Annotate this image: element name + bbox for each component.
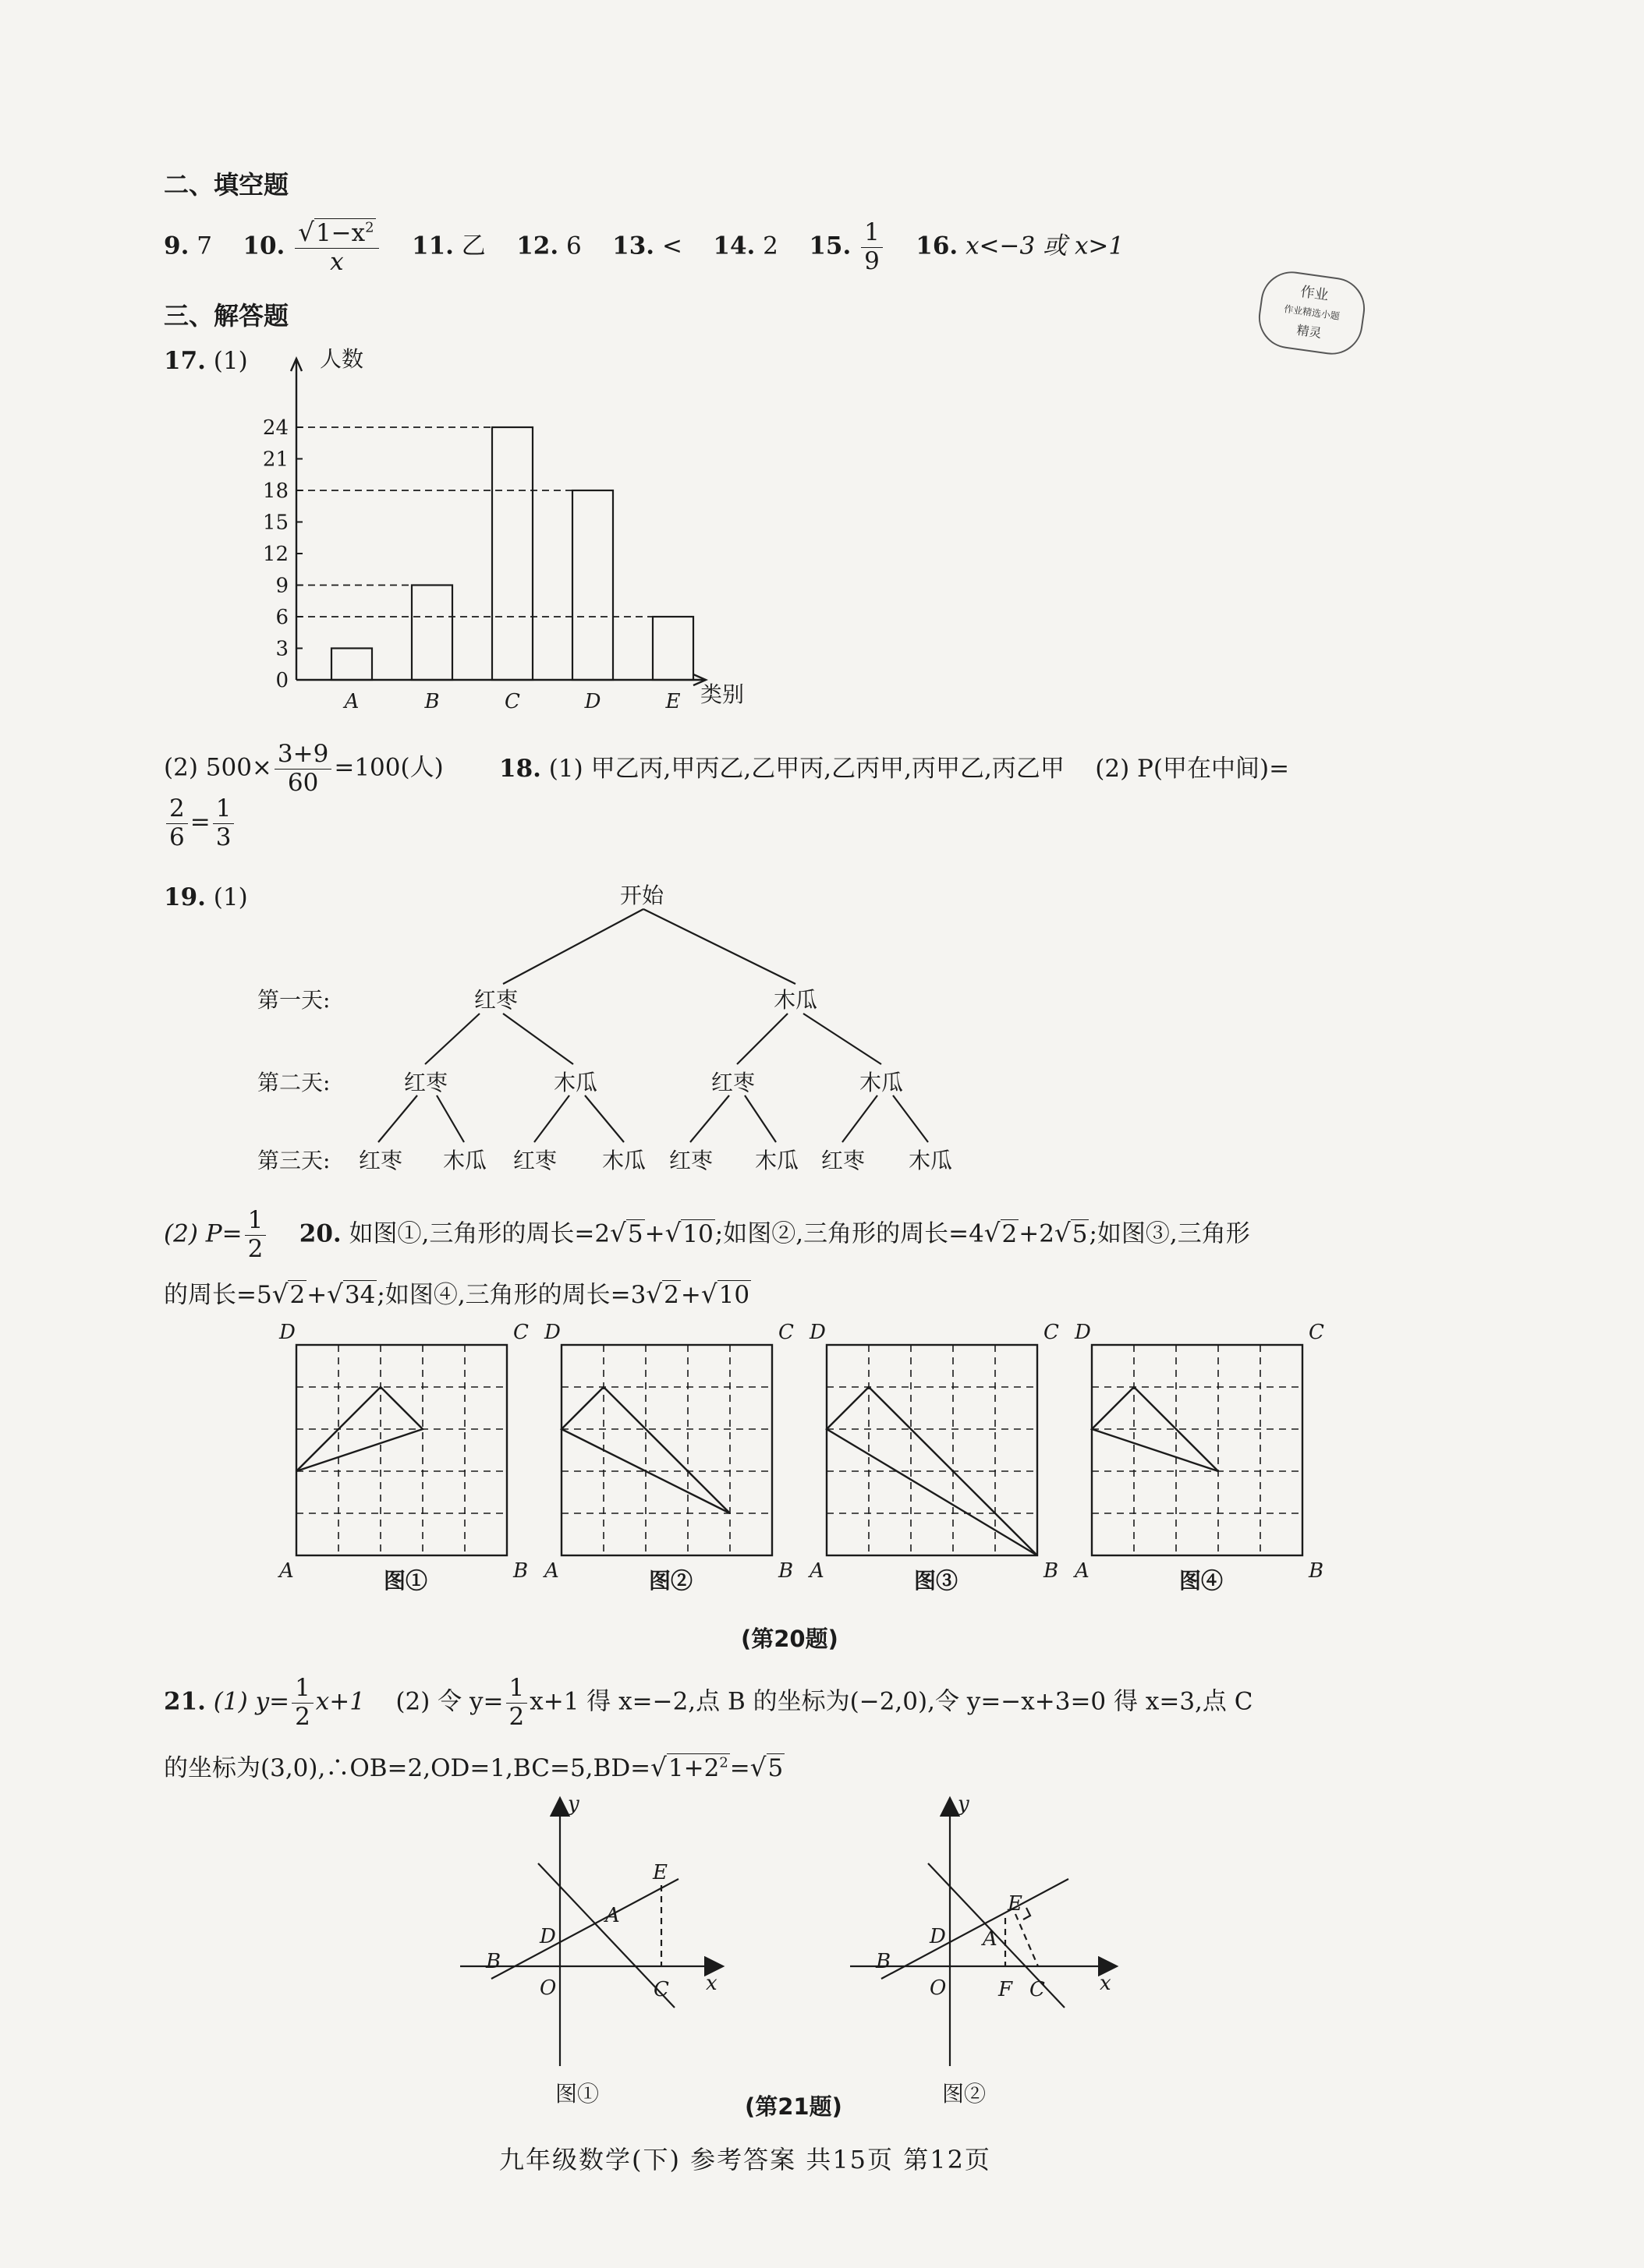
q21-part1: (1) y= xyxy=(213,1687,290,1716)
tree-day3-hongzao-4: 红枣 xyxy=(821,1148,866,1173)
q11-answer: 乙 xyxy=(461,232,486,260)
q17-y-tick-label: 24 xyxy=(262,416,289,440)
q17-bar xyxy=(572,490,613,680)
q20-corner-D: D xyxy=(1075,1322,1091,1344)
fig2-point-E: E xyxy=(1008,1892,1022,1916)
tree-day2-hongzao-2: 红枣 xyxy=(711,1070,756,1095)
q20-corner-A: A xyxy=(279,1559,294,1583)
q20-plus-c: + xyxy=(680,1281,701,1309)
q18-f1-num: 2 xyxy=(166,795,188,824)
q17-y-tick-label: 15 xyxy=(262,511,289,535)
q18-f2-num: 1 xyxy=(213,795,235,824)
q17-part1-label: (1) xyxy=(213,347,248,375)
q13-answer: < xyxy=(661,232,682,260)
q21-equals: = xyxy=(729,1754,750,1782)
fig1-caption: 图① xyxy=(555,2081,600,2107)
fig1-point-A: A xyxy=(605,1904,620,1927)
q17-part2-denominator: 60 xyxy=(287,768,319,797)
q17-y-tick-label: 3 xyxy=(275,637,289,661)
q9-answer: 7 xyxy=(197,232,212,260)
q20-root2-b: 2 xyxy=(289,1281,306,1309)
q18-fraction-1 xyxy=(166,795,188,851)
q18-part2: (2) P(甲在中间)= xyxy=(1095,755,1290,783)
q12-answer: 6 xyxy=(566,232,582,260)
q21-part1-post: x+1 xyxy=(315,1687,365,1716)
q20-corner-C: C xyxy=(778,1322,794,1344)
q17-bar xyxy=(492,427,533,680)
q17-category-label: E xyxy=(665,690,681,713)
q15-answer-fraction xyxy=(861,219,883,275)
q20-root2-a: 2 xyxy=(1001,1219,1018,1248)
q20-corner-D: D xyxy=(279,1322,296,1344)
tree-day3-mugua-3: 木瓜 xyxy=(755,1148,799,1173)
q18-part1: (1) 甲乙丙,甲丙乙,乙甲丙,乙丙甲,丙甲乙,丙乙甲 xyxy=(548,755,1065,783)
q17-part2-result: =100(人) xyxy=(334,753,444,782)
q19-probability-fraction xyxy=(245,1207,267,1263)
q20-text1d: ;如图③,三角形 xyxy=(1089,1219,1250,1248)
q20-corner-B: B xyxy=(513,1559,529,1583)
q17-category-label: B xyxy=(424,690,440,713)
page-footer: 九年级数学(下) 参考答案 共15页 第12页 xyxy=(499,2145,991,2174)
q20-root2-c: 2 xyxy=(664,1281,679,1309)
tree-day1-mugua: 木瓜 xyxy=(774,987,818,1013)
q12-label: 12. xyxy=(516,232,559,260)
q20-corner-B: B xyxy=(1043,1559,1059,1583)
fig2-point-C: C xyxy=(1029,1978,1045,2001)
q21-number: 21. xyxy=(164,1687,206,1716)
tree-day3-mugua-4: 木瓜 xyxy=(909,1148,953,1173)
q17-y-axis-label: 人数 xyxy=(320,346,364,372)
q15-label: 15. xyxy=(809,232,852,260)
q17-part2 xyxy=(164,741,444,797)
q20-text1c: +2 xyxy=(1019,1219,1054,1248)
q17-y-tick-label: 0 xyxy=(275,669,289,692)
q21-radicand: 1+2 xyxy=(668,1754,720,1782)
q20-root34: 34 xyxy=(344,1281,376,1309)
tree-day3-mugua-1: 木瓜 xyxy=(443,1148,487,1173)
q21-part2b: x+1 得 x=−2,点 B 的坐标为(−2,0),令 y=−x+3=0 得 x=3,点 C xyxy=(530,1687,1253,1716)
fill-in-answers xyxy=(164,218,1124,276)
q20-corner-A: A xyxy=(810,1559,824,1583)
q21-radicand-exp: 2 xyxy=(719,1754,728,1771)
q17-bar xyxy=(412,586,452,681)
q17-x-axis-label: 类别 xyxy=(700,681,745,707)
q20-text1b: ;如图②,三角形的周长=4 xyxy=(714,1219,984,1248)
stamp-line3: 精灵 xyxy=(1295,322,1323,341)
q17-bar-chart xyxy=(234,335,780,717)
tree-day1-label: 第一天: xyxy=(257,987,331,1013)
q21-part2a: (2) 令 y= xyxy=(395,1687,504,1716)
q20-figure-label: 图③ xyxy=(914,1568,958,1594)
tree-day2-hongzao-1: 红枣 xyxy=(404,1070,448,1095)
q20-number: 20. xyxy=(299,1219,342,1248)
q20-corner-B: B xyxy=(1309,1559,1324,1583)
fig1-point-E: E xyxy=(653,1861,668,1884)
q20-plus-b: + xyxy=(306,1281,328,1309)
q17-category-label: C xyxy=(505,690,520,713)
q19-part2-prefix: (2) P= xyxy=(164,1219,243,1248)
q20-corner-D: D xyxy=(544,1322,561,1344)
q19-number: 19. xyxy=(164,883,206,911)
q20-corner-C: C xyxy=(1043,1322,1059,1344)
q20-figure-label: 图② xyxy=(649,1568,693,1594)
q21-half-num-b: 1 xyxy=(506,1675,528,1704)
q15-denominator: 9 xyxy=(864,246,880,275)
q20-corner-C: C xyxy=(513,1322,529,1344)
tree-root: 开始 xyxy=(620,883,664,908)
fig1-point-O: O xyxy=(540,1976,557,2000)
fig2-point-O: O xyxy=(930,1976,947,2000)
q17-number: 17. xyxy=(164,347,206,375)
q20-root10-a: 10 xyxy=(682,1219,714,1248)
q21-line2: 的坐标为$(3,0),\therefore OB=2,OD=1,BC=5,BD=√1+2^2=√5$ xyxy=(164,1753,784,1782)
tree-day3-mugua-2: 木瓜 xyxy=(602,1148,647,1173)
section-heading-fill-in: 二、填空题 xyxy=(164,170,289,200)
q17-bar xyxy=(331,649,372,681)
stamp-line1: 作业 xyxy=(1299,283,1330,304)
q13-label: 13. xyxy=(612,232,655,260)
q21-root5: 5 xyxy=(767,1754,784,1782)
q21-line2a: 的坐标为(3,0),∴OB=2,OD=1,BC=5,BD= xyxy=(164,1754,651,1782)
q18-answer xyxy=(499,748,1289,784)
q19-tree-diagram xyxy=(250,873,983,1185)
q20-text2a: 的周长=5 xyxy=(164,1281,272,1309)
q20-corner-D: D xyxy=(810,1322,826,1344)
q20-root5-a: 5 xyxy=(627,1219,643,1248)
q21-line1 xyxy=(164,1675,1252,1731)
tree-day3-hongzao-1: 红枣 xyxy=(359,1148,403,1173)
fig2-point-B: B xyxy=(876,1950,891,1973)
q21-coordinate-figures xyxy=(452,1785,1154,2113)
tree-day3-hongzao-2: 红枣 xyxy=(513,1148,558,1173)
fig1-point-D: D xyxy=(540,1925,556,1948)
q18-f2-den: 3 xyxy=(215,823,232,851)
q17-part2-numerator: 3+9 xyxy=(275,741,331,770)
tree-day2-mugua-2: 木瓜 xyxy=(859,1070,904,1095)
q18-f1-den: 6 xyxy=(169,823,185,851)
q20-grid-frame xyxy=(296,1345,507,1555)
q17-y-tick-label: 18 xyxy=(262,479,289,503)
q20-corner-A: A xyxy=(544,1559,559,1583)
q19-q20-line: (2) P= $\frac{1}{2}$ 20. 如图①,三角形的周长=2√5+√10;如图②,三角形的周长=4√2+2√5;如图③,三角形 xyxy=(164,1206,1250,1263)
q17-part2-prefix: (2) 500× xyxy=(164,753,272,782)
q19-p-den: 2 xyxy=(247,1234,264,1263)
tree-day2-label: 第二天: xyxy=(257,1070,331,1095)
q18-equals: = xyxy=(190,808,211,837)
q10-exponent: 2 xyxy=(365,219,374,236)
q20-text2b: ;如图④,三角形的周长=3 xyxy=(377,1281,647,1309)
q14-answer: 2 xyxy=(763,232,778,260)
q20-grid-figures xyxy=(273,1322,1326,1602)
fig2-point-D: D xyxy=(930,1925,946,1948)
q20-caption: (第20题) xyxy=(741,1626,838,1652)
fig1-axis-x: x xyxy=(706,1972,717,1995)
q17-y-tick-label: 6 xyxy=(275,606,289,629)
q14-label: 14. xyxy=(713,232,756,260)
tree-day2-mugua-1: 木瓜 xyxy=(554,1070,598,1095)
q19-p-num: 1 xyxy=(245,1207,267,1236)
q21-half-fraction-b xyxy=(506,1675,528,1731)
q17-y-tick-label: 21 xyxy=(262,448,289,472)
q18-number: 18. xyxy=(499,755,541,783)
q21-half-den-b: 2 xyxy=(508,1702,525,1731)
tree-day3-hongzao-3: 红枣 xyxy=(669,1148,714,1173)
fig2-axis-y: y xyxy=(958,1792,969,1816)
q21-half-fraction-a xyxy=(292,1675,314,1731)
q10-label: 10. xyxy=(243,232,285,260)
tree-day1-hongzao: 红枣 xyxy=(474,987,519,1013)
q20-figure-label: 图④ xyxy=(1179,1568,1224,1594)
fig1-point-B: B xyxy=(486,1950,501,1973)
q16-answer: x<−3 或 x>1 xyxy=(965,232,1125,260)
q20-text1a: 如图①,三角形的周长=2 xyxy=(349,1219,611,1248)
q19-label xyxy=(164,883,248,911)
q21-half-num-a: 1 xyxy=(292,1675,314,1704)
section-heading-solutions: 三、解答题 xyxy=(164,301,289,331)
fig1-axis-y: y xyxy=(568,1792,579,1816)
q17-category-label: D xyxy=(584,690,601,713)
q20-corner-A: A xyxy=(1075,1559,1090,1583)
q19-part1-label: (1) xyxy=(213,883,248,911)
q20-root5-b: 5 xyxy=(1072,1219,1088,1248)
q17-bar xyxy=(653,617,693,680)
q17-y-tick-label: 9 xyxy=(275,574,289,598)
q10-denominator: x xyxy=(330,247,344,276)
q21-caption: (第21题) xyxy=(745,2093,842,2120)
q20-corner-B: B xyxy=(778,1559,794,1583)
q20-plus-a: + xyxy=(644,1219,665,1248)
q20-figure-label: 图① xyxy=(384,1568,428,1594)
q20-corner-C: C xyxy=(1309,1322,1324,1344)
q20-root10-b: 10 xyxy=(718,1281,750,1309)
fig1-point-C: C xyxy=(654,1978,669,2001)
q9-label: 9. xyxy=(164,232,190,260)
q18-probability xyxy=(164,795,236,851)
fig2-axis-x: x xyxy=(1100,1972,1111,1995)
q15-numerator: 1 xyxy=(861,219,883,248)
stamp-line2: 作业精选小题 xyxy=(1283,303,1341,322)
q21-half-den-a: 2 xyxy=(295,1702,310,1731)
q10-answer-fraction: $\frac{√1-x^2}{x}$ xyxy=(295,218,378,276)
fig2-point-F: F xyxy=(998,1978,1013,2001)
q20-line2: 的周长=5√2+√34;如图④,三角形的周长=3√2+√10 xyxy=(164,1279,750,1309)
fig2-caption: 图② xyxy=(942,2081,987,2107)
q17-y-tick-label: 12 xyxy=(262,543,289,566)
fig2-point-A: A xyxy=(983,1927,997,1951)
q18-fraction-2 xyxy=(213,795,235,851)
homework-stamp xyxy=(1255,267,1369,359)
q10-radicand: 1−x xyxy=(315,219,366,247)
q11-label: 11. xyxy=(412,232,454,260)
q17-category-label: A xyxy=(344,690,360,713)
q17-part2-fraction xyxy=(275,741,331,797)
q16-label: 16. xyxy=(916,232,958,260)
tree-day3-label: 第三天: xyxy=(257,1148,331,1173)
